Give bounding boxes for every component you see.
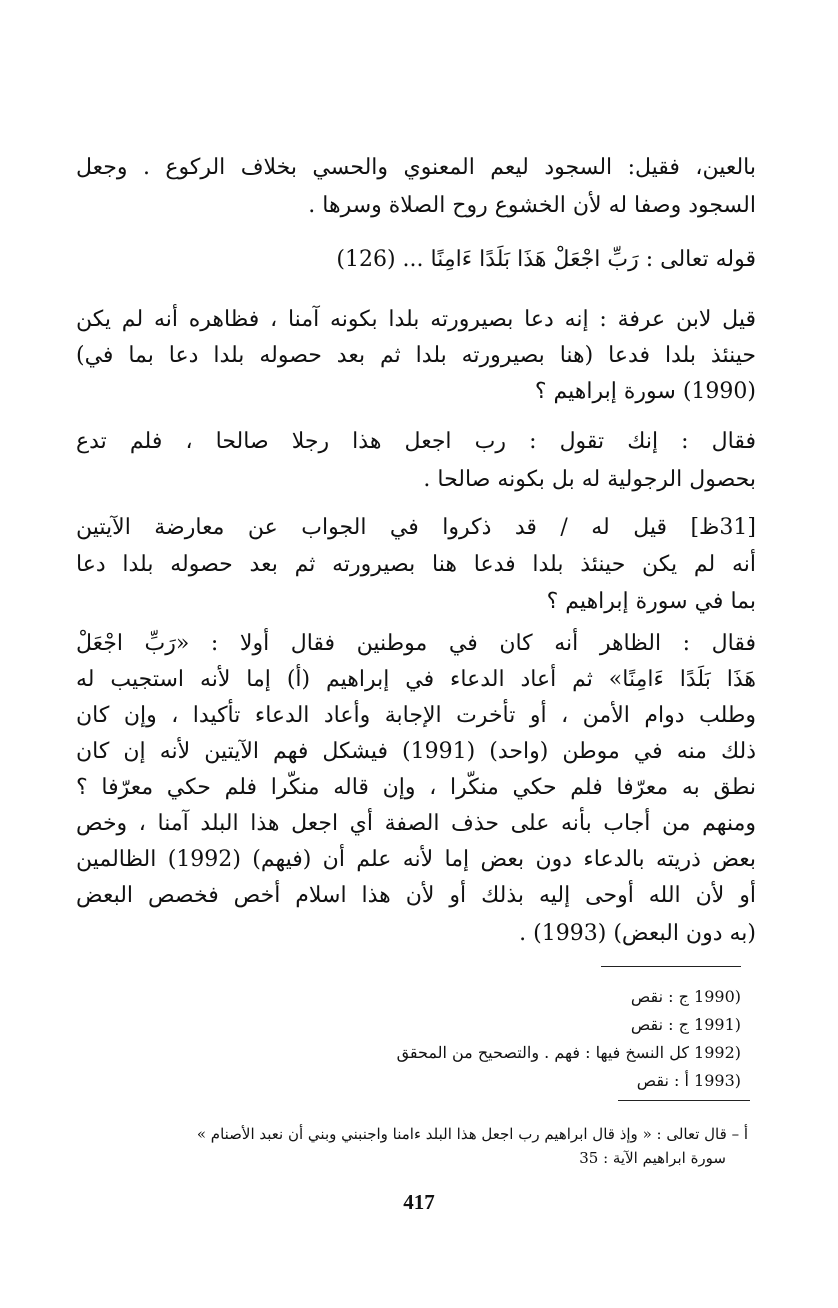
body-line: وطلب دوام الأمن ، أو تأخرت الإجابة وأعاد الدعاء تأكيدا ، وإن كان bbox=[76, 703, 756, 728]
body-line: نطق به معرّفا فلم حكي منكّرا ، وإن قاله منكّرا فلم حكي معرّفا ؟ bbox=[76, 775, 756, 800]
margin-note-line: أ – قال تعالى : « وإذ قال ابراهيم رب اجعل هذا البلد ءامنا واجنبني وبني أن نعبد الأصنام » bbox=[196, 1125, 748, 1143]
footnote: (1992 كل النسخ فيها : فهم . والتصحيح من المحقق bbox=[396, 1043, 741, 1062]
body-line: (1990) سورة إبراهيم ؟ bbox=[534, 379, 756, 404]
body-line: بعض ذريته بالدعاء دون بعض إما لأنه علم أن (فيهم) (1992) الظالمين bbox=[76, 847, 757, 872]
body-line: السجود وصفا له لأن الخشوع روح الصلاة وسرها . bbox=[308, 193, 756, 218]
page-number: 417 bbox=[403, 1190, 435, 1214]
body-line: حينئذ بلدا فدعا (هنا بصيرورته بلدا ثم بعد حصوله بلدا دعا بما في) bbox=[76, 343, 756, 368]
verse-heading: قوله تعالى : رَبِّ اجْعَلْ هَذَا بَلَدًا ءَامِنًا ... (126) bbox=[336, 247, 756, 272]
body-line: (به دون البعض) (1993) . bbox=[519, 921, 756, 946]
body-line: قيل لابن عرفة : إنه دعا بصيرورته بلدا بكونه آمنا ، فظاهره أنه لم يكن bbox=[76, 307, 756, 332]
footnote: (1990 ج : نقص bbox=[630, 987, 741, 1006]
footnote: (1993 أ : نقص bbox=[636, 1071, 741, 1090]
body-line: أو لأن الله أوحى إليه بذلك أو لأن هذا اسلام أخص فخصص البعض bbox=[76, 883, 756, 908]
body-line: هَذَا بَلَدًا ءَامِنًا» ثم أعاد الدعاء في إبراهيم (أ) إما لأنه استجيب له bbox=[76, 667, 756, 692]
body-line: بما في سورة إبراهيم ؟ bbox=[546, 589, 756, 614]
margin-note-line: سورة ابراهيم الآية : 35 bbox=[579, 1149, 726, 1167]
body-line: ومنهم من أجاب بأنه على حذف الصفة أي اجعل هذا البلد آمنا ، وخص bbox=[76, 811, 756, 836]
body-line: بحصول الرجولية له بل بكونه صالحا . bbox=[423, 467, 756, 492]
body-line: فقال : الظاهر أنه كان في موطنين فقال أولا : «رَبِّ اجْعَلْ bbox=[76, 631, 756, 656]
footnote-separator bbox=[601, 966, 741, 967]
body-line: ذلك منه في موطن (واحد) (1991) فيشكل فهم الآيتين لأنه إن كان bbox=[76, 739, 756, 764]
body-line: أنه لم يكن حينئذ بلدا فدعا هنا بصيرورته ثم بعد حصوله بلدا دعا bbox=[76, 552, 756, 577]
margin-note-separator bbox=[618, 1100, 750, 1101]
body-line: بالعين، فقيل: السجود ليعم المعنوي والحسي بخلاف الركوع . وجعل bbox=[76, 155, 756, 180]
body-line: فقال : إنك تقول : رب اجعل هذا رجلا صالحا ، فلم تدع bbox=[76, 429, 756, 454]
body-line: [31ظ] قيل له / قد ذكروا في الجواب عن معارضة الآيتين bbox=[76, 515, 756, 540]
footnote: (1991 ج : نقص bbox=[630, 1015, 741, 1034]
